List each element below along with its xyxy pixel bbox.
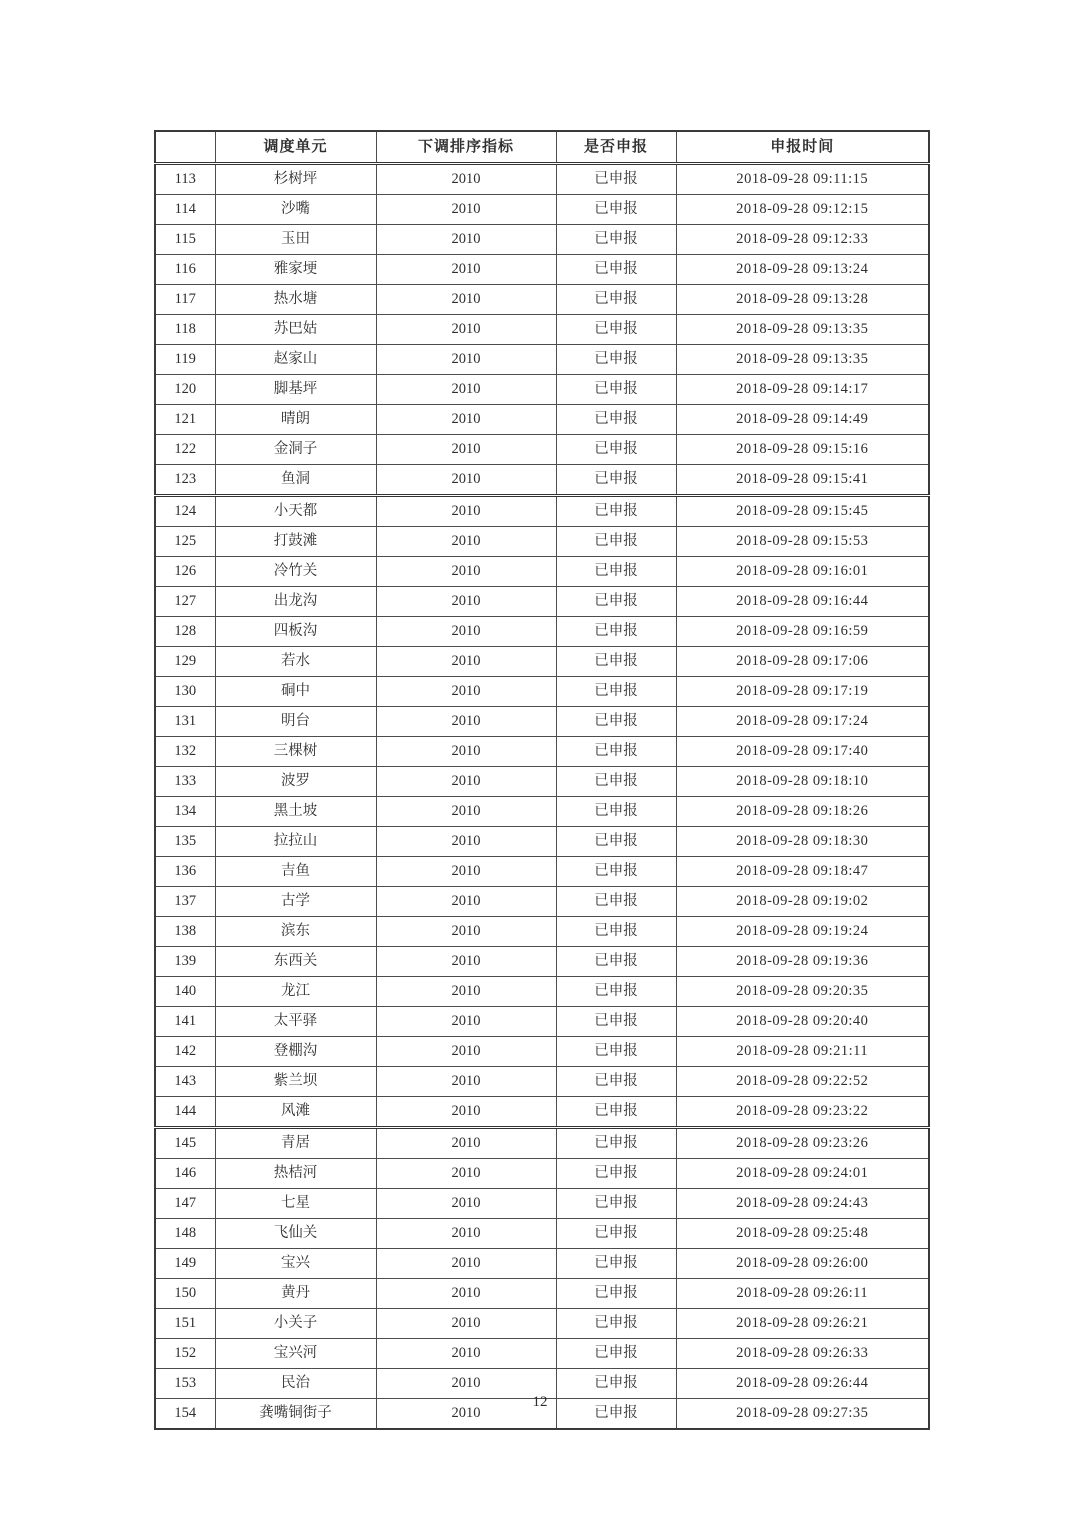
declaration-time-cell: 2018-09-28 09:13:28	[676, 285, 929, 315]
table-row	[155, 435, 929, 465]
declaration-time-cell: 2018-09-28 09:27:35	[676, 1399, 929, 1430]
sort-indicator-cell: 2010	[376, 1189, 556, 1219]
sort-indicator-cell: 2010	[376, 225, 556, 255]
declaration-time-cell: 2018-09-28 09:26:44	[676, 1369, 929, 1399]
sort-indicator-cell: 2010	[376, 527, 556, 557]
declared-status-cell: 已申报	[556, 977, 676, 1007]
table-row	[155, 917, 929, 947]
row-number-cell: 123	[155, 465, 215, 496]
row-number-cell: 138	[155, 917, 215, 947]
sort-indicator-cell: 2010	[376, 1249, 556, 1279]
table-row	[155, 647, 929, 677]
declared-status-cell: 已申报	[556, 647, 676, 677]
declared-status-cell: 已申报	[556, 496, 676, 527]
table-row	[155, 255, 929, 285]
declared-status-cell: 已申报	[556, 857, 676, 887]
table-row	[155, 887, 929, 917]
row-number-cell: 132	[155, 737, 215, 767]
row-number-cell: 119	[155, 345, 215, 375]
declared-status-cell: 已申报	[556, 767, 676, 797]
sort-indicator-cell: 2010	[376, 767, 556, 797]
sort-indicator-cell: 2010	[376, 827, 556, 857]
declared-status-cell: 已申报	[556, 1067, 676, 1097]
row-number-cell: 140	[155, 977, 215, 1007]
dispatch-unit-cell: 玉田	[215, 225, 376, 255]
declaration-time-cell: 2018-09-28 09:15:45	[676, 496, 929, 527]
sort-indicator-cell: 2010	[376, 1399, 556, 1430]
declared-status-cell: 已申报	[556, 1369, 676, 1399]
sort-indicator-cell: 2010	[376, 1037, 556, 1067]
sort-indicator-cell: 2010	[376, 435, 556, 465]
table-row	[155, 195, 929, 225]
declaration-time-cell: 2018-09-28 09:21:11	[676, 1037, 929, 1067]
dispatch-unit-cell: 青居	[215, 1128, 376, 1159]
declared-status-cell: 已申报	[556, 1037, 676, 1067]
table-row	[155, 767, 929, 797]
declared-status-cell: 已申报	[556, 797, 676, 827]
dispatch-unit-cell: 小天都	[215, 496, 376, 527]
declaration-time-cell: 2018-09-28 09:13:35	[676, 315, 929, 345]
sort-indicator-cell: 2010	[376, 917, 556, 947]
sort-indicator-cell: 2010	[376, 1219, 556, 1249]
table-row	[155, 345, 929, 375]
row-number-cell: 118	[155, 315, 215, 345]
table-row	[155, 1339, 929, 1369]
declaration-time-cell: 2018-09-28 09:17:19	[676, 677, 929, 707]
dispatch-unit-cell: 登棚沟	[215, 1037, 376, 1067]
declaration-time-cell: 2018-09-28 09:24:43	[676, 1189, 929, 1219]
sort-indicator-cell: 2010	[376, 557, 556, 587]
table-row	[155, 1309, 929, 1339]
sort-indicator-cell: 2010	[376, 1007, 556, 1037]
row-number-cell: 126	[155, 557, 215, 587]
sort-indicator-cell: 2010	[376, 1067, 556, 1097]
sort-indicator-cell: 2010	[376, 315, 556, 345]
sort-indicator-cell: 2010	[376, 947, 556, 977]
row-number-cell: 125	[155, 527, 215, 557]
declared-status-cell: 已申报	[556, 435, 676, 465]
sort-indicator-cell: 2010	[376, 977, 556, 1007]
declared-status-cell: 已申报	[556, 1309, 676, 1339]
row-number-cell: 141	[155, 1007, 215, 1037]
column-header-dispatch-unit: 调度单元	[215, 131, 376, 164]
table-row	[155, 1128, 929, 1159]
sort-indicator-cell: 2010	[376, 1097, 556, 1128]
sort-indicator-cell: 2010	[376, 587, 556, 617]
declared-status-cell: 已申报	[556, 1339, 676, 1369]
declaration-time-cell: 2018-09-28 09:19:24	[676, 917, 929, 947]
declaration-time-cell: 2018-09-28 09:26:11	[676, 1279, 929, 1309]
sort-indicator-cell: 2010	[376, 887, 556, 917]
dispatch-unit-cell: 出龙沟	[215, 587, 376, 617]
table-row	[155, 797, 929, 827]
declared-status-cell: 已申报	[556, 587, 676, 617]
declared-status-cell: 已申报	[556, 1007, 676, 1037]
table-row	[155, 1219, 929, 1249]
sort-indicator-cell: 2010	[376, 375, 556, 405]
row-number-cell: 129	[155, 647, 215, 677]
declared-status-cell: 已申报	[556, 827, 676, 857]
dispatch-unit-cell: 飞仙关	[215, 1219, 376, 1249]
declaration-time-cell: 2018-09-28 09:16:59	[676, 617, 929, 647]
dispatch-unit-cell: 七星	[215, 1189, 376, 1219]
table-row	[155, 405, 929, 435]
declaration-time-cell: 2018-09-28 09:12:15	[676, 195, 929, 225]
table-row	[155, 857, 929, 887]
declaration-time-cell: 2018-09-28 09:19:02	[676, 887, 929, 917]
declaration-time-cell: 2018-09-28 09:14:49	[676, 405, 929, 435]
declaration-time-cell: 2018-09-28 09:17:24	[676, 707, 929, 737]
dispatch-unit-cell: 杉树坪	[215, 164, 376, 195]
declaration-time-cell: 2018-09-28 09:20:35	[676, 977, 929, 1007]
dispatch-unit-cell: 若水	[215, 647, 376, 677]
row-number-cell: 131	[155, 707, 215, 737]
declared-status-cell: 已申报	[556, 465, 676, 496]
dispatch-unit-cell: 宝兴	[215, 1249, 376, 1279]
declared-status-cell: 已申报	[556, 164, 676, 195]
dispatch-unit-cell: 民治	[215, 1369, 376, 1399]
dispatch-unit-cell: 风滩	[215, 1097, 376, 1128]
dispatch-unit-cell: 雅家埂	[215, 255, 376, 285]
dispatch-unit-cell: 四板沟	[215, 617, 376, 647]
dispatch-unit-cell: 三棵树	[215, 737, 376, 767]
dispatch-unit-cell: 黑土坡	[215, 797, 376, 827]
table-row	[155, 285, 929, 315]
sort-indicator-cell: 2010	[376, 1128, 556, 1159]
dispatch-unit-cell: 硐中	[215, 677, 376, 707]
table-row	[155, 496, 929, 527]
row-number-cell: 124	[155, 496, 215, 527]
declaration-time-cell: 2018-09-28 09:26:00	[676, 1249, 929, 1279]
dispatch-unit-cell: 热水塘	[215, 285, 376, 315]
declaration-time-cell: 2018-09-28 09:13:35	[676, 345, 929, 375]
dispatch-unit-cell: 热桔河	[215, 1159, 376, 1189]
table-row	[155, 1037, 929, 1067]
row-number-cell: 145	[155, 1128, 215, 1159]
table-row	[155, 1097, 929, 1128]
declared-status-cell: 已申报	[556, 1189, 676, 1219]
sort-indicator-cell: 2010	[376, 1309, 556, 1339]
table-row	[155, 677, 929, 707]
row-number-cell: 134	[155, 797, 215, 827]
declaration-time-cell: 2018-09-28 09:18:47	[676, 857, 929, 887]
table-row	[155, 977, 929, 1007]
dispatch-unit-cell: 明台	[215, 707, 376, 737]
row-number-cell: 139	[155, 947, 215, 977]
table-row	[155, 1159, 929, 1189]
row-number-cell: 133	[155, 767, 215, 797]
dispatch-unit-cell: 拉拉山	[215, 827, 376, 857]
declared-status-cell: 已申报	[556, 917, 676, 947]
sort-indicator-cell: 2010	[376, 1369, 556, 1399]
declared-status-cell: 已申报	[556, 887, 676, 917]
table-row	[155, 1279, 929, 1309]
sort-indicator-cell: 2010	[376, 164, 556, 195]
row-number-cell: 128	[155, 617, 215, 647]
dispatch-unit-cell: 打鼓滩	[215, 527, 376, 557]
sort-indicator-cell: 2010	[376, 496, 556, 527]
declared-status-cell: 已申报	[556, 1279, 676, 1309]
declared-status-cell: 已申报	[556, 195, 676, 225]
dispatch-unit-cell: 小关子	[215, 1309, 376, 1339]
row-number-cell: 122	[155, 435, 215, 465]
row-number-cell: 113	[155, 164, 215, 195]
sort-indicator-cell: 2010	[376, 465, 556, 496]
sort-indicator-cell: 2010	[376, 195, 556, 225]
declaration-time-cell: 2018-09-28 09:15:53	[676, 527, 929, 557]
dispatch-unit-cell: 宝兴河	[215, 1339, 376, 1369]
sort-indicator-cell: 2010	[376, 405, 556, 435]
row-number-cell: 135	[155, 827, 215, 857]
row-number-cell: 114	[155, 195, 215, 225]
declared-status-cell: 已申报	[556, 1219, 676, 1249]
dispatch-unit-cell: 古学	[215, 887, 376, 917]
dispatch-unit-cell: 赵家山	[215, 345, 376, 375]
row-number-cell: 143	[155, 1067, 215, 1097]
table-row	[155, 1189, 929, 1219]
dispatch-unit-cell: 吉鱼	[215, 857, 376, 887]
declaration-time-cell: 2018-09-28 09:26:33	[676, 1339, 929, 1369]
declaration-time-cell: 2018-09-28 09:16:01	[676, 557, 929, 587]
table-row	[155, 1007, 929, 1037]
dispatch-unit-cell: 龙江	[215, 977, 376, 1007]
declared-status-cell: 已申报	[556, 527, 676, 557]
declaration-time-cell: 2018-09-28 09:23:22	[676, 1097, 929, 1128]
declared-status-cell: 已申报	[556, 1399, 676, 1430]
dispatch-unit-cell: 东西关	[215, 947, 376, 977]
row-number-cell: 137	[155, 887, 215, 917]
dispatch-unit-cell: 波罗	[215, 767, 376, 797]
table-row	[155, 465, 929, 496]
column-header-declared: 是否申报	[556, 131, 676, 164]
dispatch-unit-cell: 金洞子	[215, 435, 376, 465]
row-number-cell: 127	[155, 587, 215, 617]
table-row	[155, 527, 929, 557]
row-number-cell: 146	[155, 1159, 215, 1189]
row-number-cell: 151	[155, 1309, 215, 1339]
table-row	[155, 1067, 929, 1097]
sort-indicator-cell: 2010	[376, 797, 556, 827]
row-number-cell: 154	[155, 1399, 215, 1430]
table-row	[155, 375, 929, 405]
declaration-time-cell: 2018-09-28 09:17:40	[676, 737, 929, 767]
declared-status-cell: 已申报	[556, 737, 676, 767]
declaration-time-cell: 2018-09-28 09:14:17	[676, 375, 929, 405]
table-row	[155, 315, 929, 345]
column-header-sort-indicator: 下调排序指标	[376, 131, 556, 164]
declared-status-cell: 已申报	[556, 315, 676, 345]
table-row	[155, 827, 929, 857]
table-row	[155, 557, 929, 587]
dispatch-unit-cell: 苏巴姑	[215, 315, 376, 345]
table-row	[155, 737, 929, 767]
declared-status-cell: 已申报	[556, 677, 676, 707]
table-row	[155, 164, 929, 195]
declaration-time-cell: 2018-09-28 09:11:15	[676, 164, 929, 195]
row-number-cell: 136	[155, 857, 215, 887]
declared-status-cell: 已申报	[556, 285, 676, 315]
row-number-cell: 121	[155, 405, 215, 435]
row-number-cell: 147	[155, 1189, 215, 1219]
row-number-cell: 117	[155, 285, 215, 315]
row-number-cell: 153	[155, 1369, 215, 1399]
row-number-cell: 150	[155, 1279, 215, 1309]
dispatch-unit-cell: 晴朗	[215, 405, 376, 435]
column-header-index	[155, 131, 215, 164]
declaration-time-cell: 2018-09-28 09:22:52	[676, 1067, 929, 1097]
declaration-time-cell: 2018-09-28 09:13:24	[676, 255, 929, 285]
page-number: 12	[532, 1394, 548, 1410]
row-number-cell: 115	[155, 225, 215, 255]
dispatch-unit-cell: 滨东	[215, 917, 376, 947]
header-row	[155, 131, 929, 164]
dispatch-unit-cell: 黄丹	[215, 1279, 376, 1309]
declaration-time-cell: 2018-09-28 09:20:40	[676, 1007, 929, 1037]
declaration-time-cell: 2018-09-28 09:17:06	[676, 647, 929, 677]
row-number-cell: 130	[155, 677, 215, 707]
row-number-cell: 144	[155, 1097, 215, 1128]
declared-status-cell: 已申报	[556, 405, 676, 435]
declared-status-cell: 已申报	[556, 1097, 676, 1128]
declared-status-cell: 已申报	[556, 1159, 676, 1189]
declaration-table	[154, 130, 930, 1430]
declaration-time-cell: 2018-09-28 09:18:30	[676, 827, 929, 857]
sort-indicator-cell: 2010	[376, 677, 556, 707]
row-number-cell: 149	[155, 1249, 215, 1279]
dispatch-unit-cell: 太平驿	[215, 1007, 376, 1037]
table-row	[155, 1249, 929, 1279]
dispatch-unit-cell: 紫兰坝	[215, 1067, 376, 1097]
declaration-time-cell: 2018-09-28 09:19:36	[676, 947, 929, 977]
dispatch-unit-cell: 脚基坪	[215, 375, 376, 405]
declaration-time-cell: 2018-09-28 09:25:48	[676, 1219, 929, 1249]
sort-indicator-cell: 2010	[376, 617, 556, 647]
declaration-time-cell: 2018-09-28 09:16:44	[676, 587, 929, 617]
row-number-cell: 142	[155, 1037, 215, 1067]
declaration-time-cell: 2018-09-28 09:18:26	[676, 797, 929, 827]
sort-indicator-cell: 2010	[376, 737, 556, 767]
sort-indicator-cell: 2010	[376, 857, 556, 887]
row-number-cell: 116	[155, 255, 215, 285]
sort-indicator-cell: 2010	[376, 1159, 556, 1189]
row-number-cell: 152	[155, 1339, 215, 1369]
dispatch-unit-cell: 鱼洞	[215, 465, 376, 496]
table-row	[155, 587, 929, 617]
declaration-time-cell: 2018-09-28 09:26:21	[676, 1309, 929, 1339]
declared-status-cell: 已申报	[556, 255, 676, 285]
declaration-time-cell: 2018-09-28 09:24:01	[676, 1159, 929, 1189]
declared-status-cell: 已申报	[556, 557, 676, 587]
table-row	[155, 617, 929, 647]
declaration-time-cell: 2018-09-28 09:15:16	[676, 435, 929, 465]
declared-status-cell: 已申报	[556, 345, 676, 375]
table-row	[155, 707, 929, 737]
declaration-time-cell: 2018-09-28 09:18:10	[676, 767, 929, 797]
sort-indicator-cell: 2010	[376, 1339, 556, 1369]
dispatch-unit-cell: 龚嘴铜街子	[215, 1399, 376, 1430]
table-header	[155, 131, 929, 164]
table-row	[155, 225, 929, 255]
sort-indicator-cell: 2010	[376, 647, 556, 677]
declaration-time-cell: 2018-09-28 09:12:33	[676, 225, 929, 255]
sort-indicator-cell: 2010	[376, 1279, 556, 1309]
declared-status-cell: 已申报	[556, 1249, 676, 1279]
declared-status-cell: 已申报	[556, 1128, 676, 1159]
declared-status-cell: 已申报	[556, 375, 676, 405]
table-body	[155, 164, 929, 1430]
row-number-cell: 120	[155, 375, 215, 405]
declared-status-cell: 已申报	[556, 707, 676, 737]
declared-status-cell: 已申报	[556, 225, 676, 255]
sort-indicator-cell: 2010	[376, 345, 556, 375]
table-row	[155, 947, 929, 977]
sort-indicator-cell: 2010	[376, 285, 556, 315]
sort-indicator-cell: 2010	[376, 707, 556, 737]
row-number-cell: 148	[155, 1219, 215, 1249]
declaration-time-cell: 2018-09-28 09:23:26	[676, 1128, 929, 1159]
dispatch-unit-cell: 冷竹关	[215, 557, 376, 587]
dispatch-unit-cell: 沙嘴	[215, 195, 376, 225]
declaration-time-cell: 2018-09-28 09:15:41	[676, 465, 929, 496]
declared-status-cell: 已申报	[556, 617, 676, 647]
column-header-declaration-time: 申报时间	[676, 131, 929, 164]
declared-status-cell: 已申报	[556, 947, 676, 977]
sort-indicator-cell: 2010	[376, 255, 556, 285]
